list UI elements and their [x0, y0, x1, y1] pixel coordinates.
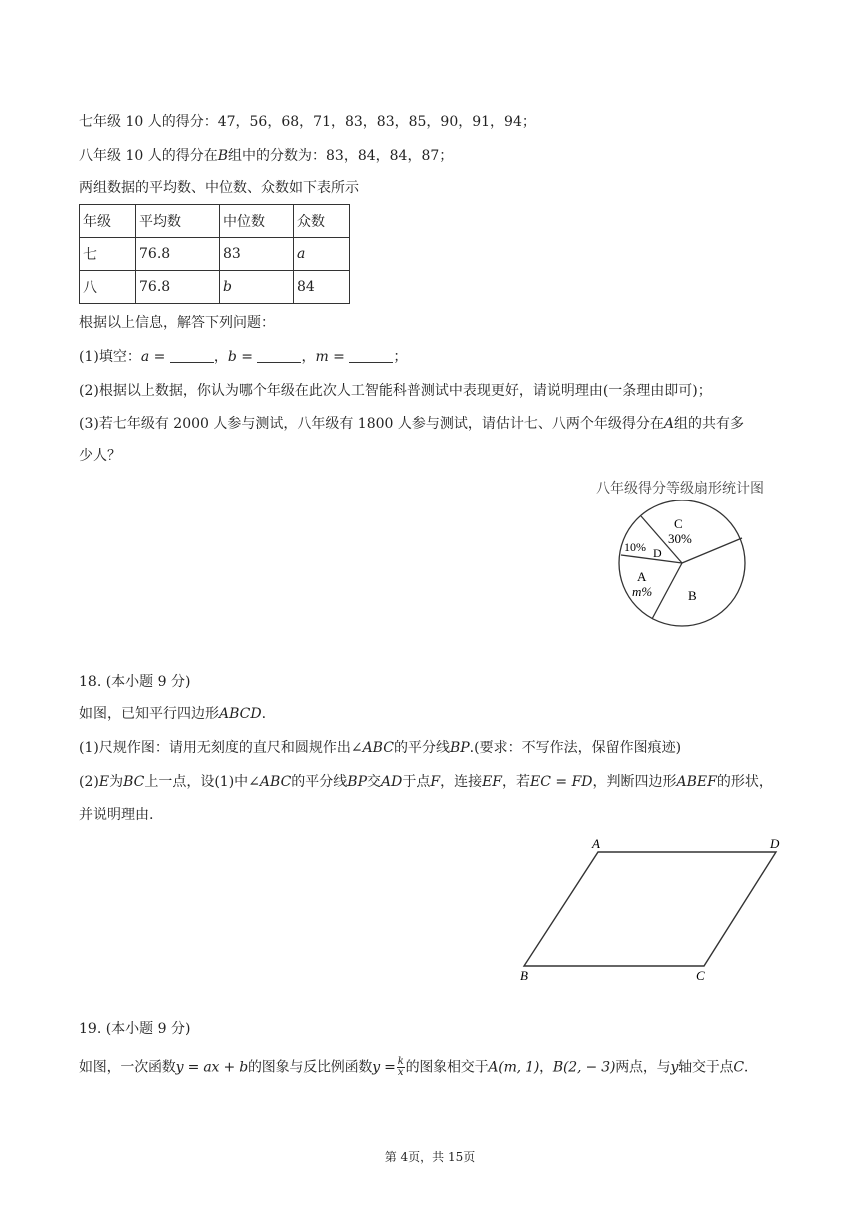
q19-statement: 如图，一次函数y = ax + b的图象与反比例函数y = $\frac{k}{x}$ 的图象相交于A(m, 1)，B(2, − 3)两点，与y轴交于点C.: [79, 1056, 749, 1078]
parallelogram-abcd: [524, 852, 776, 966]
table-cell: 八: [80, 271, 136, 304]
table-cell: 84: [294, 271, 350, 304]
pie-chart: [612, 500, 752, 630]
pie-label-a: A: [637, 569, 647, 584]
blank-a: [170, 348, 214, 363]
q18-header: 18. (本小题 9 分): [79, 674, 191, 690]
grade7-scores-line: 七年级 10 人的得分：47，56，68，71，83，83，85，90，91，94；: [79, 114, 536, 130]
q19-header: 19. (本小题 9 分): [79, 1021, 191, 1037]
table-row: [80, 238, 350, 271]
pie-value-d: 10%: [624, 540, 646, 554]
pie-chart-title: 八年级得分等级扇形统计图: [596, 481, 764, 497]
prompt-line: 根据以上信息，解答下列问题：: [79, 315, 275, 331]
pie-value-a: m%: [632, 584, 653, 599]
statistics-table: [79, 204, 350, 304]
page-footer: 第 4页，共 15页: [384, 1150, 476, 1164]
part1-fill-line: (1)填空：a = ，b = ，m = ；: [79, 349, 408, 365]
part3-line2: 少人？: [79, 448, 121, 464]
table-header-cell: 众数: [294, 205, 350, 238]
vertex-d-label: D: [770, 836, 780, 851]
q18-part2-line1: (2)E为BC上一点，设(1)中∠ABC的平分线BP交AD于点F，连接EF，若EC = FD，判断四边形ABEF的形状，: [79, 774, 773, 790]
pie-label-d: D: [653, 546, 662, 560]
vertex-b-label: B: [520, 968, 528, 983]
table-header-cell: 中位数: [220, 205, 294, 238]
vertex-a-label: A: [592, 836, 600, 851]
table-header-cell: 平均数: [136, 205, 220, 238]
table-cell: b: [220, 271, 294, 304]
blank-m: [349, 348, 393, 363]
blank-b: [257, 348, 301, 363]
part2-line: (2)根据以上数据，你认为哪个年级在此次人工智能科普测试中表现更好，请说明理由(一条理由即可)；: [79, 383, 712, 399]
table-cell: 七: [80, 238, 136, 271]
q18-intro: 如图，已知平行四边形ABCD.: [79, 706, 267, 722]
q18-part2-line2: 并说明理由.: [79, 807, 154, 823]
part3-line1: (3)若七年级有 2000 人参与测试，八年级有 1800 人参与测试，请估计七、八两个年级得分在A组的共有多: [79, 416, 745, 432]
pie-label-c: C: [674, 516, 683, 531]
table-cell: 83: [220, 238, 294, 271]
table-header-cell: 年级: [80, 205, 136, 238]
grade8-scores-line: 八年级 10 人的得分在B组中的分数为：83，84，84，87；: [79, 148, 454, 164]
table-cell: a: [294, 238, 350, 271]
q18-part1: (1)尺规作图：请用无刻度的直尺和圆规作出∠ABC的平分线BP.(要求：不写作法，保留作图痕迹): [79, 740, 682, 756]
table-caption: 两组数据的平均数、中位数、众数如下表所示: [79, 180, 359, 196]
parallelogram-figure: [512, 832, 792, 984]
table-cell: 76.8: [136, 238, 220, 271]
table-cell: 76.8: [136, 271, 220, 304]
pie-value-c: 30%: [668, 531, 692, 546]
pie-label-b: B: [688, 588, 697, 603]
fraction-k-over-x: $\frac{k}{x}$: [397, 1056, 404, 1078]
table-row: [80, 271, 350, 304]
vertex-c-label: C: [696, 968, 705, 983]
table-header-row: [80, 205, 350, 238]
